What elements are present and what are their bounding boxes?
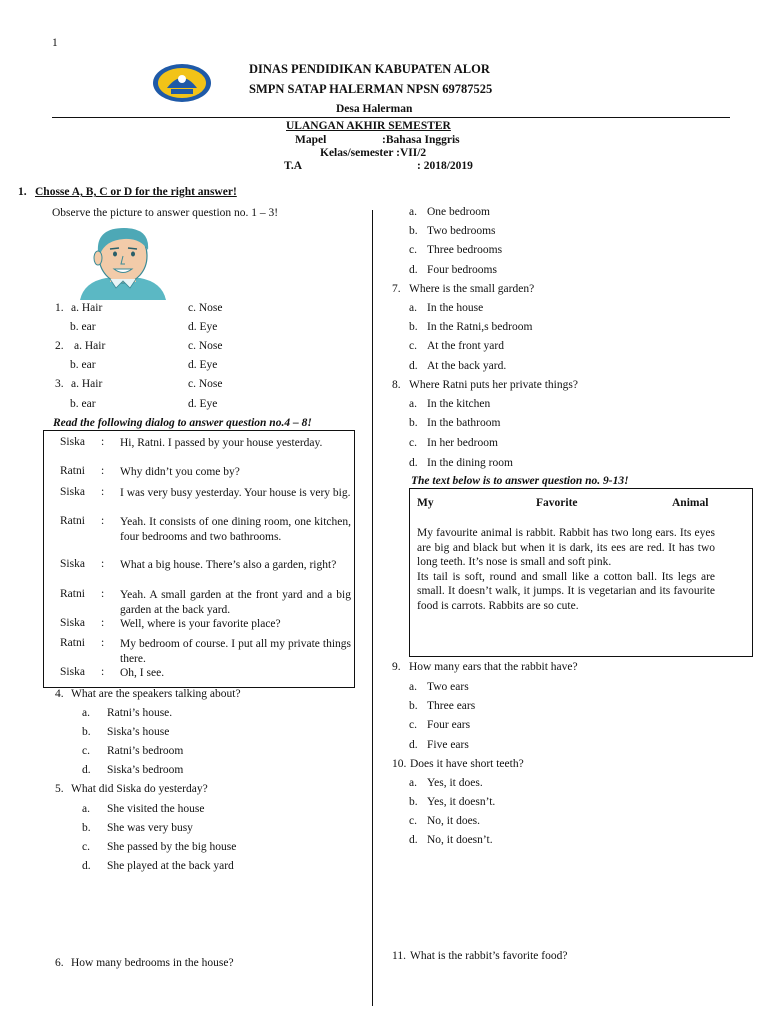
dialog-speaker: Ratni <box>60 588 85 600</box>
dialog-colon: : <box>101 515 105 527</box>
q5-number: 5. <box>55 783 64 795</box>
q5-option-letter: a. <box>82 803 90 815</box>
header-line3: Desa Halerman <box>336 103 413 115</box>
q6-option-d[interactable]: Four bedrooms <box>427 264 497 276</box>
q8-option-letter: c. <box>409 437 417 449</box>
q3-option-b[interactable]: b. ear <box>70 398 96 410</box>
q8-option-b[interactable]: In the bathroom <box>427 417 501 429</box>
q6-number: 6. <box>55 957 64 969</box>
q2-number: 2. <box>55 340 64 352</box>
dialog-colon: : <box>101 637 105 649</box>
q10-option-b[interactable]: Yes, it doesn’t. <box>427 796 496 808</box>
q10-option-letter: b. <box>409 796 418 808</box>
exam-title: ULANGAN AKHIR SEMESTER <box>286 120 451 132</box>
q9-option-d[interactable]: Five ears <box>427 739 469 751</box>
dialog-instruction: Read the following dialog to answer question no.4 – 8! <box>53 417 312 429</box>
dialog-colon: : <box>101 436 105 448</box>
q6-option-letter: d. <box>409 264 418 276</box>
q6-option-b[interactable]: Two bedrooms <box>427 225 496 237</box>
q8-option-d[interactable]: In the dining room <box>427 457 513 469</box>
q11-question: What is the rabbit’s favorite food? <box>410 950 568 962</box>
kelas-semester: Kelas/semester :VII/2 <box>320 147 427 159</box>
tut-wuri-handayani-logo <box>151 62 213 104</box>
ta-value: : 2018/2019 <box>417 160 473 172</box>
header-line1: DINAS PENDIDIKAN KABUPATEN ALOR <box>249 62 490 76</box>
q9-option-letter: d. <box>409 739 418 751</box>
q8-option-letter: b. <box>409 417 418 429</box>
q3-option-d[interactable]: d. Eye <box>188 398 218 410</box>
reading-text <box>417 526 715 613</box>
observe-instruction: Observe the picture to answer question no. 1 – 3! <box>52 207 279 219</box>
q5-option-letter: d. <box>82 860 91 872</box>
dialog-text: Why didn’t you come by? <box>120 466 240 478</box>
q1-number: 1. <box>55 302 64 314</box>
dialog-speaker: Siska <box>60 558 85 570</box>
q5-option-letter: b. <box>82 822 91 834</box>
reading-box <box>409 488 753 657</box>
q5-option-c[interactable]: She passed by the big house <box>107 841 237 853</box>
q8-question: Where Ratni puts her private things? <box>409 379 578 391</box>
q4-option-letter: c. <box>82 745 90 757</box>
ta-label: T.A <box>284 160 302 172</box>
q10-option-a[interactable]: Yes, it does. <box>427 777 483 789</box>
dialog-speaker: Ratni <box>60 515 85 527</box>
q9-option-letter: a. <box>409 681 417 693</box>
q5-option-letter: c. <box>82 841 90 853</box>
q9-option-letter: b. <box>409 700 418 712</box>
q7-number: 7. <box>392 283 401 295</box>
q10-option-letter: d. <box>409 834 418 846</box>
dialog-text: Yeah. A small garden at the front yard and a big garden at the back yard. <box>120 589 351 616</box>
header-line2: SMPN SATAP HALERMAN NPSN 69787525 <box>249 82 493 96</box>
dialog-text: Well, where is your favorite place? <box>120 618 281 630</box>
q3-number: 3. <box>55 378 64 390</box>
q2-option-a[interactable]: a. Hair <box>74 340 106 352</box>
q4-number: 4. <box>55 688 64 700</box>
q9-option-c[interactable]: Four ears <box>427 719 471 731</box>
reading-title-word: My <box>417 497 434 509</box>
q6-option-c[interactable]: Three bedrooms <box>427 244 503 256</box>
dialog-speaker: Ratni <box>60 465 85 477</box>
q4-option-c[interactable]: Ratni’s bedroom <box>107 745 184 757</box>
q10-option-letter: c. <box>409 815 417 827</box>
q4-option-a[interactable]: Ratni’s house. <box>107 707 173 719</box>
q7-option-letter: b. <box>409 321 418 333</box>
q3-option-c[interactable]: c. Nose <box>188 378 223 390</box>
dialog-speaker: Siska <box>60 436 85 448</box>
q8-option-letter: a. <box>409 398 417 410</box>
q2-option-b[interactable]: b. ear <box>70 359 96 371</box>
q6-question: How many bedrooms in the house? <box>71 957 234 969</box>
q9-question: How many ears that the rabbit have? <box>409 661 578 673</box>
dialog-text: My bedroom of course. I put all my private things there. <box>120 638 351 665</box>
q4-option-letter: d. <box>82 764 91 776</box>
q7-option-letter: a. <box>409 302 417 314</box>
dialog-colon: : <box>101 486 105 498</box>
dialog-colon: : <box>101 588 105 600</box>
q4-question: What are the speakers talking about? <box>71 688 241 700</box>
q10-option-c[interactable]: No, it does. <box>427 815 481 827</box>
q10-number: 10. <box>392 758 407 770</box>
dialog-text: What a big house. There’s also a garden, right? <box>120 559 337 571</box>
section-number: 1. <box>18 186 27 198</box>
q7-option-d[interactable]: At the back yard. <box>427 360 507 372</box>
column-divider <box>372 210 373 1006</box>
mapel-value: :Bahasa Inggris <box>382 134 460 146</box>
q9-option-letter: c. <box>409 719 417 731</box>
q1-option-d[interactable]: d. Eye <box>188 321 218 333</box>
dialog-box <box>43 430 355 688</box>
reading-instruction: The text below is to answer question no. 9-13! <box>411 475 629 487</box>
q7-option-a[interactable]: In the house <box>427 302 484 314</box>
dialog-speaker: Siska <box>60 486 85 498</box>
q2-option-d[interactable]: d. Eye <box>188 359 218 371</box>
reading-title-word: Favorite <box>536 497 578 509</box>
q9-option-b[interactable]: Three ears <box>427 700 476 712</box>
q7-question: Where is the small garden? <box>409 283 535 295</box>
q4-option-letter: b. <box>82 726 91 738</box>
dialog-colon: : <box>101 617 105 629</box>
q6-option-a[interactable]: One bedroom <box>427 206 490 218</box>
q8-option-c[interactable]: In her bedroom <box>427 437 498 449</box>
dialog-text: I was very busy yesterday. Your house is very big. <box>120 487 351 499</box>
q8-option-a[interactable]: In the kitchen <box>427 398 491 410</box>
q10-question: Does it have short teeth? <box>410 758 524 770</box>
dialog-speaker: Siska <box>60 666 85 678</box>
reading-paragraph: Its tail is soft, round and small like a cotton ball. Its legs are small. It doesn’t walk, it jumps. It is vegetarian and its favourite food is carrots. Rabbits are so cute. <box>417 570 715 612</box>
q5-question: What did Siska do yesterday? <box>71 783 208 795</box>
section-title: Chosse A, B, C or D for the right answer! <box>35 186 237 198</box>
q9-number: 9. <box>392 661 401 673</box>
q1-option-c[interactable]: c. Nose <box>188 302 223 314</box>
q7-option-letter: c. <box>409 340 417 352</box>
dialog-text: Hi, Ratni. I passed by your house yesterday. <box>120 437 323 449</box>
reading-paragraph: My favourite animal is rabbit. Rabbit has two long ears. Its eyes are big and black but when it is dark, its ees are red. It has two long teeth. It’s nose is small and soft pink. <box>417 527 715 568</box>
reading-title-word: Animal <box>672 497 709 509</box>
q4-option-d[interactable]: Siska’s bedroom <box>107 764 184 776</box>
q1-option-a[interactable]: a. Hair <box>71 302 103 314</box>
header-divider <box>52 117 730 118</box>
dialog-speaker: Ratni <box>60 637 85 649</box>
dialog-text: Oh, I see. <box>120 667 165 679</box>
q2-option-c[interactable]: c. Nose <box>188 340 223 352</box>
q11-number: 11. <box>392 950 406 962</box>
dialog-colon: : <box>101 465 105 477</box>
dialog-colon: : <box>101 666 105 678</box>
page-number: 1 <box>52 37 58 49</box>
q5-option-d[interactable]: She played at the back yard <box>107 860 234 872</box>
dialog-text: Yeah. It consists of one dining room, one kitchen, four bedrooms and two bathrooms. <box>120 516 351 543</box>
q8-number: 8. <box>392 379 401 391</box>
q6-option-letter: b. <box>409 225 418 237</box>
q8-option-letter: d. <box>409 457 418 469</box>
q6-option-letter: a. <box>409 206 417 218</box>
q1-option-b[interactable]: b. ear <box>70 321 96 333</box>
dialog-speaker: Siska <box>60 617 85 629</box>
mapel-label: Mapel <box>295 134 327 146</box>
q5-option-b[interactable]: She was very busy <box>107 822 193 834</box>
q4-option-letter: a. <box>82 707 90 719</box>
q10-option-letter: a. <box>409 777 417 789</box>
q9-option-a[interactable]: Two ears <box>427 681 469 693</box>
q6-option-letter: c. <box>409 244 417 256</box>
q10-option-d[interactable]: No, it doesn’t. <box>427 834 493 846</box>
q4-option-b[interactable]: Siska’s house <box>107 726 170 738</box>
q3-option-a[interactable]: a. Hair <box>71 378 103 390</box>
man-face-illustration <box>70 224 174 300</box>
q7-option-b[interactable]: In the Ratni,s bedroom <box>427 321 533 333</box>
dialog-colon: : <box>101 558 105 570</box>
q5-option-a[interactable]: She visited the house <box>107 803 205 815</box>
q7-option-c[interactable]: At the front yard <box>427 340 504 352</box>
q7-option-letter: d. <box>409 360 418 372</box>
